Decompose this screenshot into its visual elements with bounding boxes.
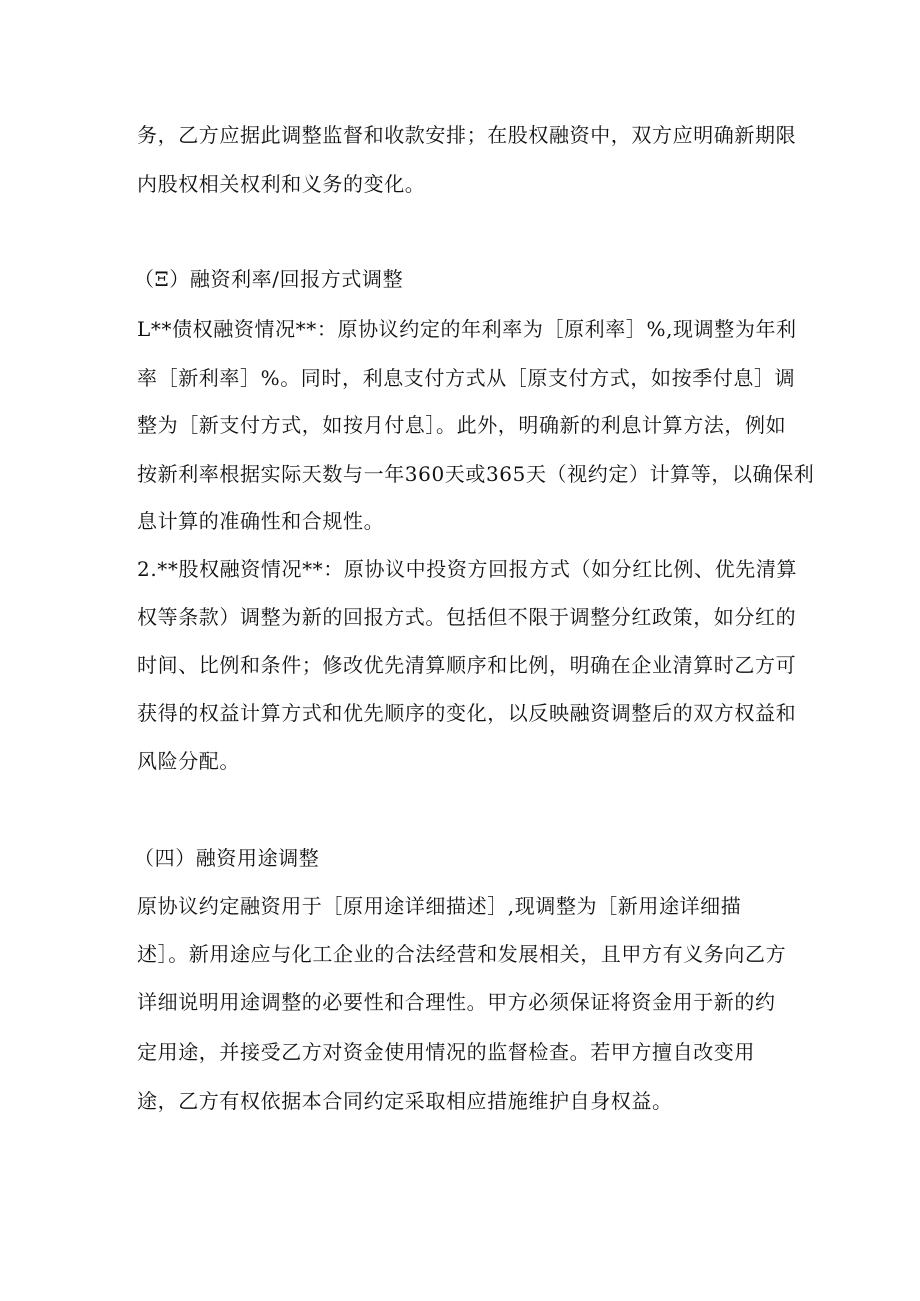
section-3-heading: （Ξ）融资利率/回报方式调整 (134, 267, 404, 291)
section-4-heading: （四）融资用途调整 (134, 846, 320, 870)
section-3-item-1-line-1: L**债权融资情况**：原协议约定的年利率为［原利率］%,现调整为年利 (137, 317, 797, 341)
section-3-item-2-line-5: 风险分配。 (137, 749, 240, 773)
section-3-item-1-line-3: 整为［新支付方式，如按月付息］。此外，明确新的利息计算方法，例如 (137, 413, 787, 437)
section-3-item-2-line-1: 2.**股权融资情况**：原协议中投资方回报方式（如分红比例、优先清算 (137, 557, 798, 581)
section-3-item-1-line-5: 息计算的准确性和合规性。 (137, 509, 385, 533)
section-4-line-4: 定用途，并接受乙方对资金使用情况的监督检查。若甲方擅自改变用 (137, 1040, 755, 1064)
section-3-item-2-line-2: 权等条款）调整为新的回报方式。包括但不限于调整分红政策，如分红的 (137, 605, 797, 629)
section-3-item-1-line-2: 率［新利率］%。同时，利息支付方式从［原支付方式，如按季付息］调 (137, 366, 796, 390)
section-4-line-3: 详细说明用途调整的必要性和合理性。甲方必须保证将资金用于新的约 (137, 990, 776, 1014)
section-3-item-1-line-4: 按新利率根据实际天数与一年360天或365天（视约定）计算等，以确保利 (137, 462, 815, 486)
section-4-line-1: 原协议约定融资用于［原用途详细描述］,现调整为［新用途详细描 (137, 894, 742, 918)
section-3-item-2-line-3: 时间、比例和条件；修改优先清算顺序和比例，明确在企业清算时乙方可 (137, 653, 797, 677)
continuation-line-2: 内股权相关权利和义务的变化。 (137, 172, 426, 196)
section-4-line-5: 途，乙方有权依据本合同约定采取相应措施维护自身权益。 (137, 1089, 673, 1113)
continuation-line-1: 务，乙方应据此调整监督和收款安排；在股权融资中，双方应明确新期限 (137, 123, 797, 147)
section-4-line-2: 述］。新用途应与化工企业的合法经营和发展相关，且甲方有义务向乙方 (137, 942, 787, 966)
section-3-item-2-line-4: 获得的权益计算方式和优先顺序的变化，以反映融资调整后的双方权益和 (137, 701, 797, 725)
